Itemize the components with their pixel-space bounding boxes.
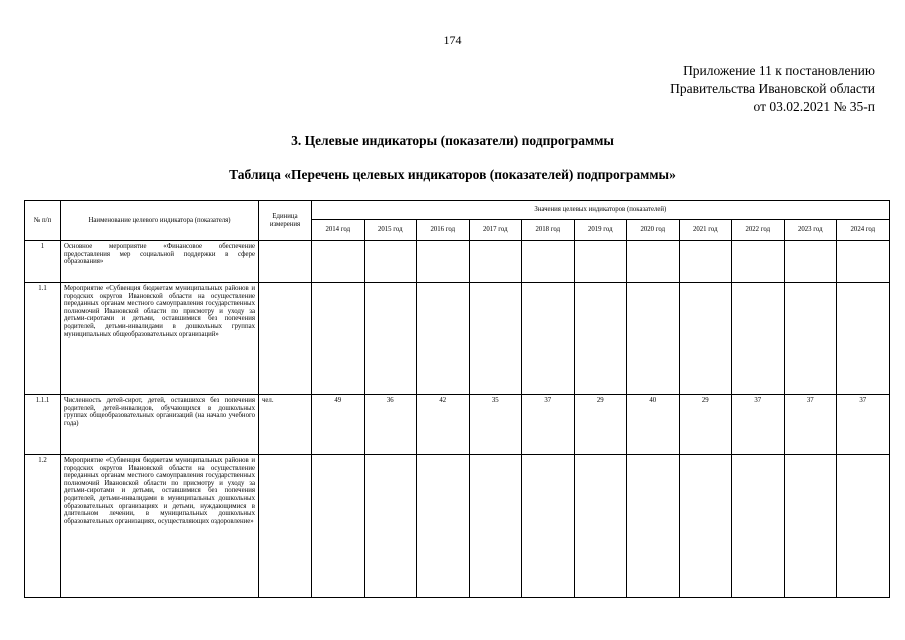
header-year: 2021 год	[679, 220, 732, 241]
row-name: Численность детей-сирот, детей, оставшихся без попечения родителей, детей-инвалидов, обучающихся в дошкольных группах общеобразовательных организаций (на начало учебного года)	[61, 395, 259, 455]
row-value	[784, 241, 837, 283]
row-value	[837, 241, 890, 283]
row-value	[574, 283, 627, 395]
row-value	[837, 455, 890, 598]
row-value	[574, 241, 627, 283]
header-unit: Единица измерения	[259, 201, 312, 241]
row-value	[679, 283, 732, 395]
header-name: Наименование целевого индикатора (показателя)	[61, 201, 259, 241]
table-row	[25, 455, 890, 598]
row-value	[469, 241, 522, 283]
row-value: 49	[312, 395, 365, 455]
row-value	[732, 241, 785, 283]
row-value	[784, 283, 837, 395]
row-value: 29	[679, 395, 732, 455]
row-value	[364, 241, 417, 283]
row-value: 37	[837, 395, 890, 455]
header-year: 2024 год	[837, 220, 890, 241]
header-year: 2022 год	[732, 220, 785, 241]
row-value	[732, 455, 785, 598]
row-value	[732, 283, 785, 395]
row-value	[627, 455, 680, 598]
row-value	[627, 283, 680, 395]
row-num: 1	[25, 241, 61, 283]
table-row	[25, 283, 890, 395]
header-year: 2014 год	[312, 220, 365, 241]
table-title: Таблица «Перечень целевых индикаторов (показателей) подпрограммы»	[229, 167, 676, 182]
row-value	[417, 455, 470, 598]
header-num: № п/п	[25, 201, 61, 241]
row-value	[784, 455, 837, 598]
row-value: 37	[522, 395, 575, 455]
row-value	[522, 455, 575, 598]
row-unit: чел.	[259, 395, 312, 455]
header-year: 2016 год	[417, 220, 470, 241]
appendix-block	[670, 62, 875, 116]
row-value	[469, 283, 522, 395]
row-value	[312, 241, 365, 283]
row-value: 42	[417, 395, 470, 455]
section-title: 3. Целевые индикаторы (показатели) подпрограммы	[291, 133, 614, 148]
appendix-line-1: Приложение 11 к постановлению	[683, 63, 875, 78]
row-value	[679, 455, 732, 598]
header-values: Значения целевых индикаторов (показателей)	[312, 201, 890, 220]
header-year: 2017 год	[469, 220, 522, 241]
row-value	[364, 455, 417, 598]
row-name: Мероприятие «Субвенция бюджетам муниципальных районов и городских округов Ивановской области на осуществление переданных органам местного самоуправления государственных полномочий Ивановской области по присмотру и уходу за детьми-сиротами и детьми, оставшимися без попечения родителей, детьми-инвалидами в дошкольных группах муниципальных общеобразовательных организаций»	[61, 283, 259, 395]
appendix-line-2: Правительства Ивановской области	[670, 81, 875, 96]
row-unit	[259, 455, 312, 598]
row-value	[574, 455, 627, 598]
row-unit	[259, 283, 312, 395]
row-value: 29	[574, 395, 627, 455]
row-name: Мероприятие «Субвенция бюджетам муниципальных районов и городских округов Ивановской области на осуществление переданных органам местного самоуправления государственных полномочий Ивановской области по присмотру и уходу за детьми-сиротами и детьми, оставшимися без попечения родителей, детьми-инвалидами в муниципальных дошкольных образовательных организациях и детьми, нуждающимися в длительном лечении, в муниципальных дошкольных образовательных организациях, осуществляющих оздоровление»	[61, 455, 259, 598]
header-year: 2018 год	[522, 220, 575, 241]
row-value	[522, 241, 575, 283]
appendix-line-3: от 03.02.2021 № 35-п	[753, 99, 875, 114]
row-value	[627, 241, 680, 283]
table-row	[25, 241, 890, 283]
row-value	[312, 455, 365, 598]
row-value	[522, 283, 575, 395]
row-value	[679, 241, 732, 283]
row-value: 37	[784, 395, 837, 455]
header-year: 2015 год	[364, 220, 417, 241]
row-value	[312, 283, 365, 395]
table-row	[25, 395, 890, 455]
header-year: 2020 год	[627, 220, 680, 241]
row-value	[364, 283, 417, 395]
row-name: Основное мероприятие «Финансовое обеспечение предоставления мер социальной поддержки в сфере образования»	[61, 241, 259, 283]
row-num: 1.1	[25, 283, 61, 395]
row-num: 1.2	[25, 455, 61, 598]
row-value	[417, 283, 470, 395]
row-value	[837, 283, 890, 395]
page-number: 174	[443, 33, 462, 47]
header-year: 2019 год	[574, 220, 627, 241]
row-value	[417, 241, 470, 283]
row-value: 40	[627, 395, 680, 455]
row-value: 37	[732, 395, 785, 455]
row-num: 1.1.1	[25, 395, 61, 455]
row-value: 35	[469, 395, 522, 455]
row-value	[469, 455, 522, 598]
header-year: 2023 год	[784, 220, 837, 241]
row-value: 36	[364, 395, 417, 455]
indicators-table	[24, 200, 890, 598]
row-unit	[259, 241, 312, 283]
